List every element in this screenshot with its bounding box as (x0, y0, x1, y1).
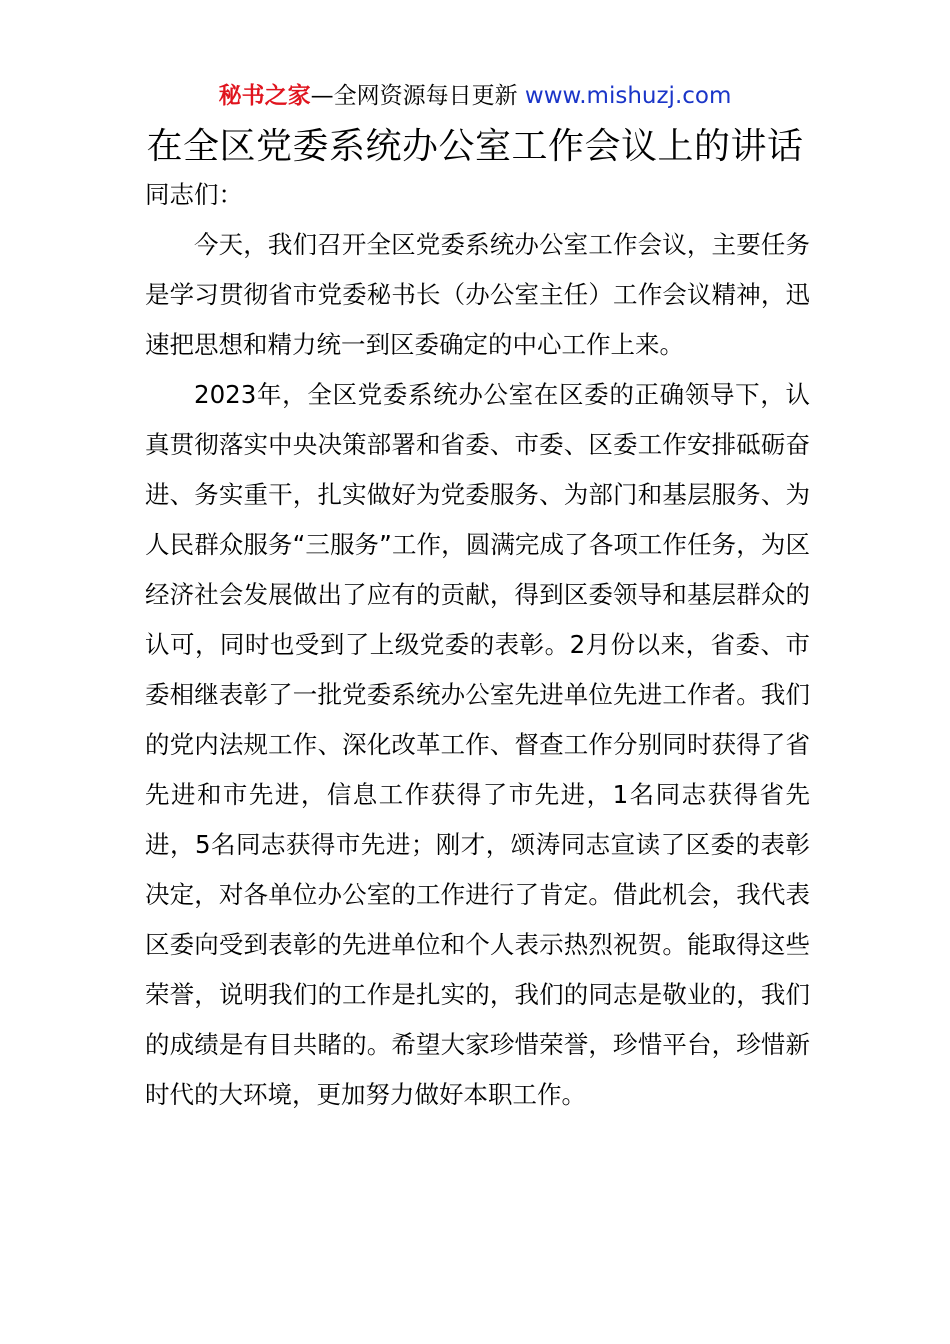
site-url-link[interactable]: www.mishuzj.com (524, 83, 732, 109)
salutation: 同志们： (145, 180, 243, 209)
document-title: 在全区党委系统办公室工作会议上的讲话 (146, 126, 804, 167)
site-tagline: —全网资源每日更新 (310, 83, 518, 109)
paragraph-2: 2023年，全区党委系统办公室在区委的正确领导下，认真贯彻落实中央决策部署和省委、市委、区委工作安排砥砺奋进、务实重干，扎实做好为党委服务、为部门和基层服务、为人民群众服务“三服务”工作，圆满完成了各项工作任务，为区经济社会发展做出了应有的贡献，得到区委领导和基层群众的认可，同时也受到了上级党委的表彰。2月份以来，省委、市委相继表彰了一批党委系统办公室先进单位先进工作者。我们的党内法规工作、深化改革工作、督查工作分别同时获得了省先进和市先进，信息工作获得了市先进，1名同志获得省先进，5名同志获得市先进；刚才，颂涛同志宣读了区委的表彰决定，对各单位办公室的工作进行了肯定。借此机会，我代表区委向受到表彰的先进单位和个人表示热烈祝贺。能取得这些荣誉，说明我们的工作是扎实的，我们的同志是敬业的，我们的成绩是有目共睹的。希望大家珍惜荣誉，珍惜平台，珍惜新时代的大环境，更加努力做好本职工作。 (145, 380, 810, 1109)
site-header (0, 80, 950, 112)
site-brand: 秘书之家 (218, 83, 311, 109)
paragraph-1: 今天，我们召开全区党委系统办公室工作会议，主要任务是学习贯彻省市党委秘书长（办公室主任）工作会议精神，迅速把思想和精力统一到区委确定的中心工作上来。 (145, 230, 810, 359)
document-body (145, 170, 810, 1120)
